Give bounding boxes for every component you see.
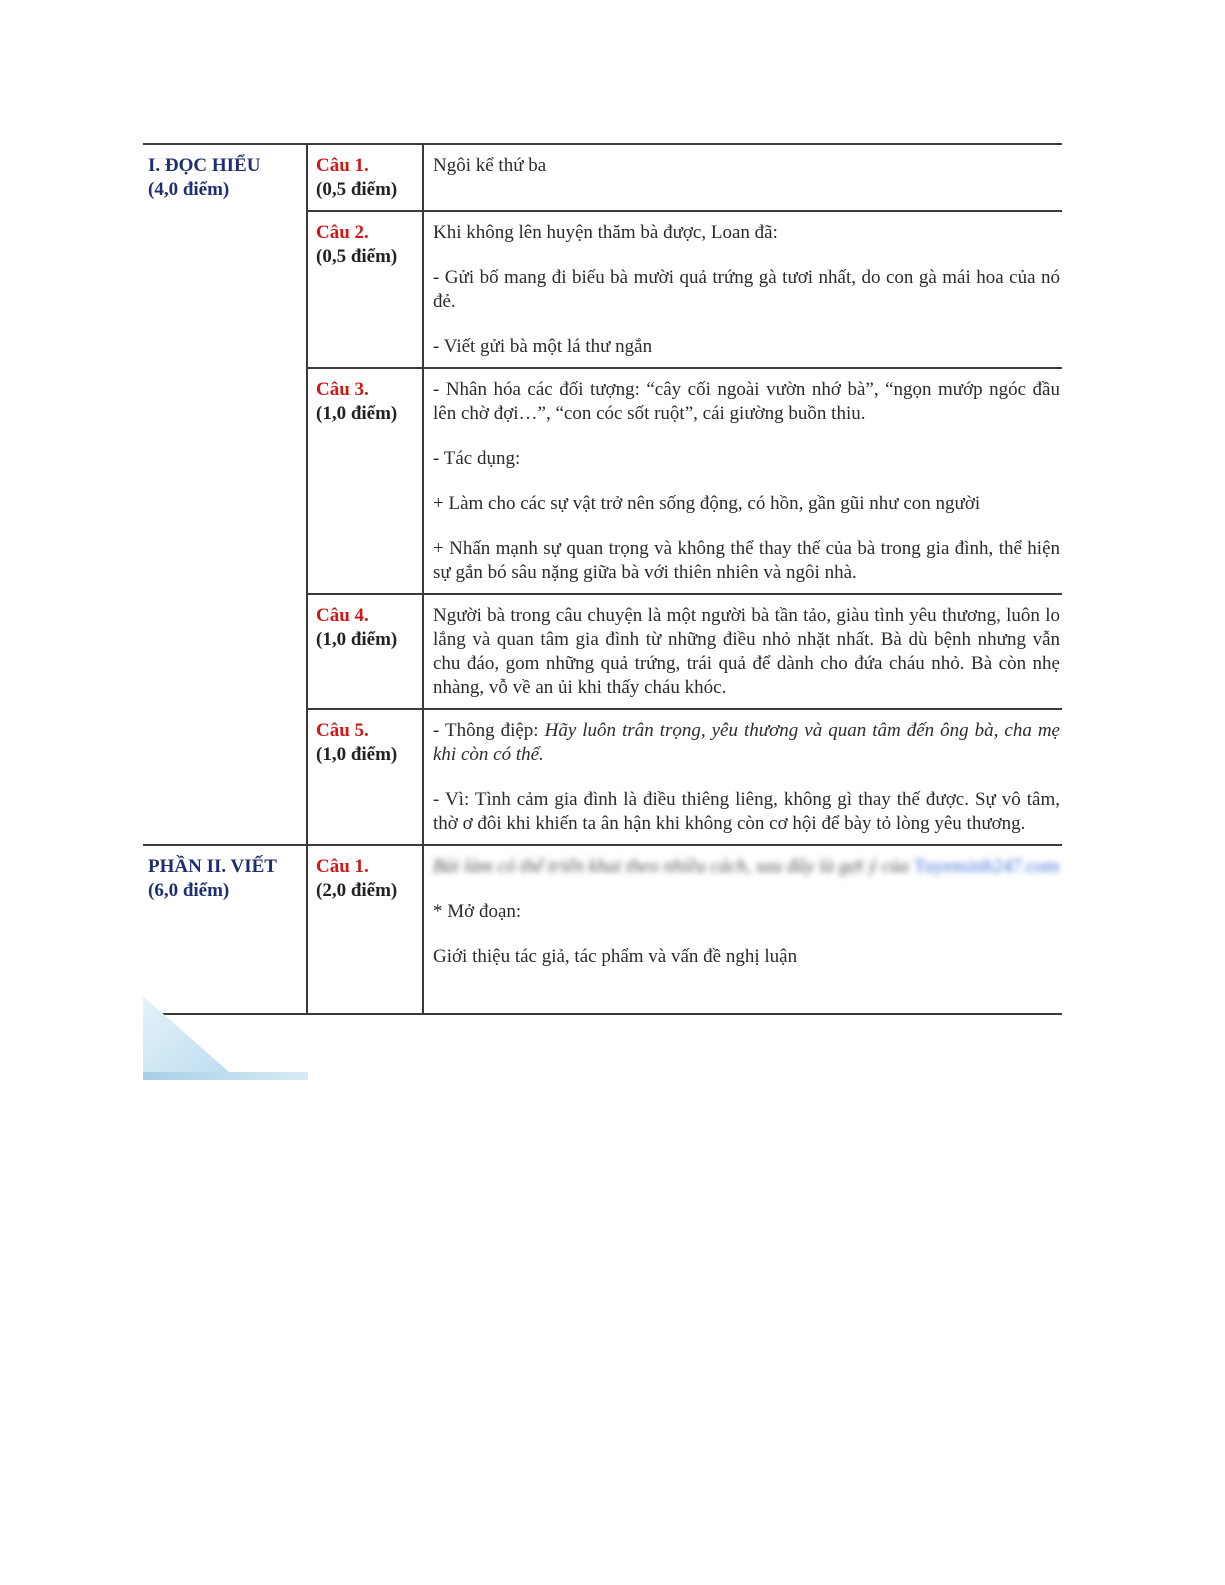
answer-text: Người bà trong câu chuyện là một người bà tần tảo, giàu tình yêu thương, luôn lo lắng và quan tâm gia đình từ những điều nhỏ nhặt nhất. Bà dù bệnh nhưng vẫn chu đáo, gom những quả trứng, trái quả để dành cho đứa cháu nhỏ. Bà còn nhẹ nhàng, vỗ về an ủi khi thấy cháu khóc. [433, 605, 1060, 698]
answer-text: - Vì: Tình cảm gia đình là điều thiêng liêng, không gì thay thế được. Sự vô tâm, thờ ơ đôi khi khiến ta ân hận khi không còn cơ hội để bày tỏ lòng yêu thương. [433, 789, 1060, 834]
answer-text: - Tác dụng: [433, 448, 521, 469]
question-label: Câu 3. [316, 379, 369, 400]
table-row [143, 845, 1062, 1014]
question-cell [307, 594, 423, 709]
answer-cell [423, 368, 1062, 594]
blurred-intro [433, 855, 1060, 879]
question-label: Câu 4. [316, 605, 369, 626]
question-score: (1,0 điểm) [316, 744, 398, 765]
decorative-bar [143, 1072, 308, 1080]
answer-message [433, 719, 1060, 767]
section-title: I. ĐỌC HIỂU [148, 155, 261, 176]
answer-cell [423, 709, 1062, 845]
answer-text: Khi không lên huyện thăm bà được, Loan đã: [433, 222, 778, 243]
question-score: (1,0 điểm) [316, 629, 398, 650]
section-score: (6,0 điểm) [148, 880, 230, 901]
blurred-link[interactable]: Tuyensinh247.com [913, 856, 1060, 877]
question-label: Câu 1. [316, 856, 369, 877]
answer-cell [423, 144, 1062, 211]
section-title: PHẦN II. VIẾT [148, 856, 277, 877]
question-score: (2,0 điểm) [316, 880, 398, 901]
section-cell [143, 845, 307, 1014]
message-prefix: - Thông điệp: [433, 720, 545, 741]
answer-cell [423, 211, 1062, 368]
answer-text: - Nhân hóa các đối tượng: “cây cối ngoài vườn nhớ bà”, “ngọn mướp ngóc đầu lên chờ đợi…”, “con cóc sốt ruột”, cái giường buồn thiu. [433, 379, 1060, 424]
answer-text: Ngôi kể thứ ba [433, 155, 547, 176]
answer-text: - Viết gửi bà một lá thư ngắn [433, 336, 653, 357]
question-cell [307, 368, 423, 594]
answer-text: + Làm cho các sự vật trở nên sống động, có hồn, gần gũi như con người [433, 493, 981, 514]
question-cell [307, 845, 423, 1014]
blurred-text: Bài làm có thể triển khai theo nhiều cách, sau đây là gợi ý của [433, 856, 910, 877]
message-italic: Hãy luôn trân trọng, yêu thương và quan tâm đến ông bà, cha mẹ khi còn có thể. [433, 720, 1060, 765]
answer-text: + Nhấn mạnh sự quan trọng và không thể thay thế của bà trong gia đình, thể hiện sự gắn bó sâu nặng giữa bà với thiên nhiên và ngôi nhà. [433, 538, 1060, 583]
answer-cell [423, 845, 1062, 1014]
answer-text: Giới thiệu tác giả, tác phẩm và vấn đề nghị luận [433, 946, 798, 967]
question-cell [307, 211, 423, 368]
question-label: Câu 1. [316, 155, 369, 176]
answer-cell [423, 594, 1062, 709]
table-row [143, 144, 1062, 211]
section-cell [143, 144, 307, 845]
section-score: (4,0 điểm) [148, 179, 230, 200]
question-score: (0,5 điểm) [316, 179, 398, 200]
answer-text: - Gửi bố mang đi biếu bà mười quả trứng gà tươi nhất, do con gà mái hoa của nó đẻ. [433, 267, 1060, 312]
question-label: Câu 5. [316, 720, 369, 741]
question-score: (1,0 điểm) [316, 403, 398, 424]
question-label: Câu 2. [316, 222, 369, 243]
answer-key-table [143, 143, 1062, 1015]
question-cell [307, 144, 423, 211]
question-score: (0,5 điểm) [316, 246, 398, 267]
answer-text: * Mở đoạn: [433, 901, 522, 922]
question-cell [307, 709, 423, 845]
